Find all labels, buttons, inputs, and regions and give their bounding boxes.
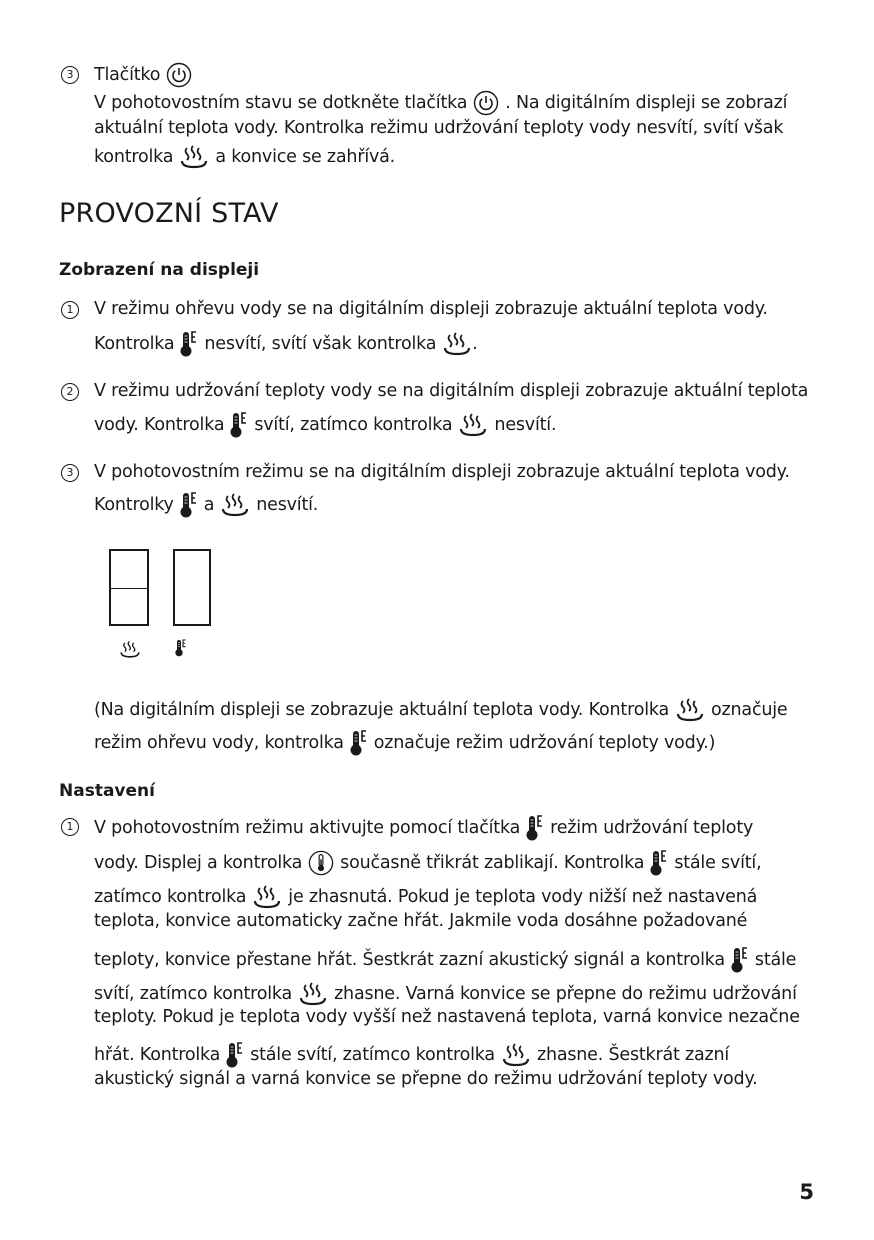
text-span: Kontrolka [94,334,175,354]
thermometer-icon [526,814,544,842]
text-span: a [203,495,215,515]
display-item-3-line-1: V pohotovostním režimu se na digitálním displeji zobrazuje aktuální teplota vody. [94,462,790,482]
digit-segment-right [173,549,211,626]
thermometer-icon [180,330,198,358]
setting-line-7: teploty. Pokud je teplota vody vyšší než nastavená teplota, varná konvice nezačne [94,1007,800,1027]
text-span: V pohotovostním stavu se dotkněte tlačítka [94,93,468,113]
steam-icon [220,492,250,518]
text-span: označuje [711,700,788,720]
steam-icon [179,144,209,170]
item-number-3b: 3 [61,464,79,482]
steam-icon [458,412,488,438]
thermometer-icon [230,411,248,439]
text-span: (Na digitálním displeji se zobrazuje aktuální teplota vody. Kontrolka [94,700,670,720]
subheading-display: Zobrazení na displeji [59,260,260,280]
section-heading: PROVOZNÍ STAV [59,198,279,229]
top-item-line-2: aktuální teplota vody. Kontrolka režimu udržování teploty vody nesvítí, svítí však [94,118,784,138]
subheading-settings: Nastavení [59,781,155,801]
text-span: je zhasnutá. Pokud je teplota vody nižší než nastavená [288,887,758,907]
setting-line-8 [94,1041,729,1069]
text-span: hřát. Kontrolka [94,1045,221,1065]
text-span: svítí, zatímco kontrolka [94,984,293,1004]
item-number-3: 3 [61,66,79,84]
text-span: V pohotovostním režimu aktivujte pomocí tlačítka [94,818,521,838]
text-span: teploty, konvice přestane hřát. Šestkrát zazní akustický signál a kontrolka [94,950,725,970]
steam-icon [298,981,328,1007]
top-item-line-1 [94,90,787,116]
setting-line-2 [94,849,761,877]
text-span: nesvítí, svítí však kontrolka [204,334,437,354]
text-span: stále svítí, zatímco kontrolka [250,1045,495,1065]
thermometer-icon [350,729,368,757]
text-span: vody. Kontrolka [94,415,225,435]
top-item-line-3 [94,144,395,170]
steam-icon [252,884,282,910]
caption-line-2 [94,729,715,757]
steam-icon [501,1042,531,1068]
steam-icon [442,331,472,357]
display-item-2-line-2 [94,411,556,439]
text-span: a konvice se zahřívá. [215,147,396,167]
setting-line-5 [94,946,796,974]
thermometer-icon [731,946,749,974]
item-number-2: 2 [61,383,79,401]
text-span: . [472,334,478,354]
display-item-2-line-1: V režimu udržování teploty vody se na digitálním displeji zobrazuje aktuální teplota [94,381,809,401]
setting-line-6 [94,981,797,1007]
digit-segment-bottom [109,588,149,626]
thermometer-circle-icon [308,850,334,876]
text-span: svítí, zatímco kontrolka [254,415,453,435]
text-span: režim ohřevu vody, kontrolka [94,733,344,753]
page-number: 5 [799,1180,814,1204]
item-number-1: 1 [61,301,79,319]
setting-line-1 [94,814,753,842]
text-span: Kontrolky [94,495,174,515]
text-span: současně třikrát zablikají. Kontrolka [340,853,645,873]
text-span: zhasne. Šestkrát zazní [536,1045,730,1065]
text-span: zatímco kontrolka [94,887,247,907]
top-item-title [94,62,198,88]
top-title-text: Tlačítko [94,65,161,85]
power-icon [473,90,499,116]
thermometer-icon [226,1041,244,1069]
text-span: kontrolka [94,147,174,167]
setting-line-3 [94,884,757,910]
text-span: stále [754,950,797,970]
steam-icon [675,697,705,723]
display-item-3-line-2 [94,491,318,519]
thermometer-icon [650,849,668,877]
thermometer-indicator-icon [175,638,187,658]
text-span: stále svítí, [674,853,762,873]
setting-line-4: teplota, konvice automaticky začne hřát. Jakmile voda dosáhne požadované [94,911,748,931]
power-icon [166,62,192,88]
thermometer-icon [180,491,198,519]
text-span: nesvítí. [494,415,557,435]
display-item-1-line-1: V režimu ohřevu vody se na digitálním displeji zobrazuje aktuální teplota vody. [94,299,768,319]
text-span: označuje režim udržování teploty vody.) [373,733,716,753]
text-span: vody. Displej a kontrolka [94,853,303,873]
display-illustration [106,546,216,661]
setting-line-9: akustický signál a varná konvice se přepne do režimu udržování teploty vody. [94,1069,758,1089]
text-span: . Na digitálním displeji se zobrazí [505,93,788,113]
display-item-1-line-2 [94,330,478,358]
caption-line-1 [94,697,787,723]
text-span: zhasne. Varná konvice se přepne do režimu udržování [334,984,797,1004]
digit-segment-top [109,549,149,589]
steam-indicator-icon [119,640,141,659]
text-span: nesvítí. [256,495,319,515]
text-span: režim udržování teploty [550,818,754,838]
item-number-1b: 1 [61,818,79,836]
